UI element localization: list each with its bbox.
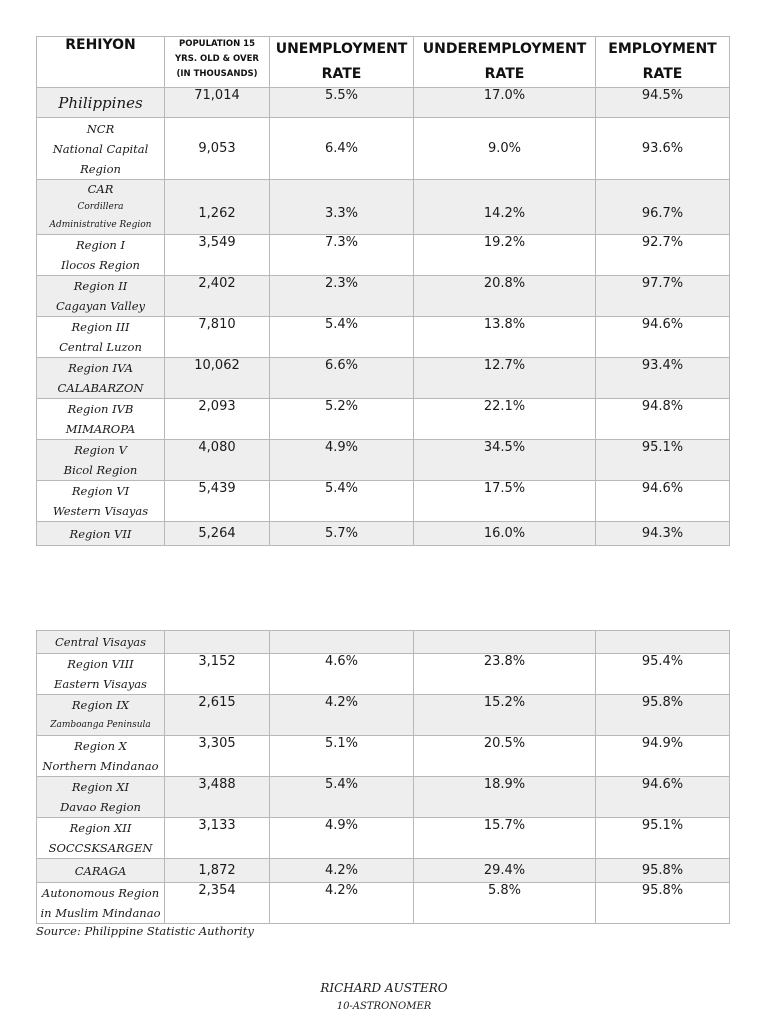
population-cell: 2,615 (165, 695, 270, 736)
employment-cell: 94.5% (596, 88, 730, 118)
population-cell: 1,262 (165, 180, 270, 235)
region-name: Region II (73, 279, 128, 293)
region-name: CARAGA (74, 863, 127, 878)
employment-cell: 95.1% (596, 440, 730, 481)
unemployment-cell: 5.1% (270, 736, 414, 777)
region-name: Central Visayas (54, 635, 147, 649)
region-name: Region III (71, 320, 130, 334)
region-cell (37, 235, 165, 276)
table-row (37, 736, 730, 777)
header-region: REHIYON (37, 37, 165, 88)
table-row (37, 88, 730, 118)
region-subname: Central Luzon (59, 340, 142, 354)
header-employment-rate (596, 37, 730, 88)
region-subname: Zamboanga Peninsula (50, 720, 151, 730)
region-cell (37, 180, 165, 235)
unemployment-cell: 5.2% (270, 399, 414, 440)
region-cell (37, 883, 165, 924)
region-name: Region XII (69, 821, 132, 835)
employment-cell: 95.1% (596, 818, 730, 859)
table-row (37, 317, 730, 358)
underemployment-cell (414, 631, 596, 654)
underemployment-cell: 15.2% (414, 695, 596, 736)
table-row (37, 818, 730, 859)
employment-cell: 95.4% (596, 654, 730, 695)
header-row (37, 37, 730, 88)
employment-table-part-2 (36, 630, 730, 924)
underemployment-cell: 19.2% (414, 235, 596, 276)
employment-table-part-1 (36, 36, 730, 546)
region-cell (37, 481, 165, 522)
employment-cell: 93.4% (596, 358, 730, 399)
employment-cell: 93.6% (596, 118, 730, 180)
employment-cell: 94.3% (596, 522, 730, 546)
header-population-line: (IN THOUSANDS) (176, 69, 258, 79)
region-name: Philippines (58, 93, 143, 112)
unemployment-cell: 6.4% (270, 118, 414, 180)
underemployment-cell: 14.2% (414, 180, 596, 235)
region-cell (37, 276, 165, 317)
region-cell (37, 317, 165, 358)
table-row (37, 522, 730, 546)
header-unemployment-line: UNEMPLOYMENT (275, 41, 408, 57)
employment-cell: 95.8% (596, 695, 730, 736)
region-name: Autonomous Region (41, 886, 160, 900)
unemployment-cell: 4.2% (270, 883, 414, 924)
underemployment-cell: 34.5% (414, 440, 596, 481)
table-row (37, 631, 730, 654)
population-cell: 4,080 (165, 440, 270, 481)
underemployment-cell: 17.5% (414, 481, 596, 522)
table-row (37, 695, 730, 736)
unemployment-cell: 6.6% (270, 358, 414, 399)
population-cell: 7,810 (165, 317, 270, 358)
employment-cell: 94.6% (596, 317, 730, 358)
region-cell (37, 358, 165, 399)
region-subname: in Muslim Mindanao (40, 906, 161, 920)
population-cell: 2,354 (165, 883, 270, 924)
region-subname: Bicol Region (63, 463, 138, 477)
header-population-line: POPULATION 15 (178, 39, 255, 49)
author-section: 10-ASTRONOMER (336, 1001, 432, 1012)
table-row (37, 481, 730, 522)
underemployment-cell: 18.9% (414, 777, 596, 818)
region-cell (37, 118, 165, 180)
region-subname: Administrative Region (49, 220, 152, 230)
employment-cell: 94.8% (596, 399, 730, 440)
table-row (37, 654, 730, 695)
region-name: Region VIII (67, 657, 134, 671)
region-cell (37, 736, 165, 777)
region-subname: Northern Mindanao (42, 759, 159, 773)
region-cell (37, 654, 165, 695)
region-name: NCR (86, 121, 115, 136)
table-row (37, 883, 730, 924)
region-name: Region X (74, 739, 127, 753)
employment-cell: 92.7% (596, 235, 730, 276)
population-cell: 9,053 (165, 118, 270, 180)
underemployment-cell: 22.1% (414, 399, 596, 440)
header-unemployment-rate (270, 37, 414, 88)
population-cell: 3,305 (165, 736, 270, 777)
employment-cell: 95.8% (596, 859, 730, 883)
underemployment-cell: 12.7% (414, 358, 596, 399)
region-subname: National Capital (52, 141, 149, 156)
header-employment-line: RATE (642, 66, 683, 82)
unemployment-cell: 5.4% (270, 777, 414, 818)
underemployment-cell: 29.4% (414, 859, 596, 883)
table-row (37, 399, 730, 440)
region-subname: Davao Region (60, 800, 141, 814)
underemployment-cell: 16.0% (414, 522, 596, 546)
unemployment-cell: 4.6% (270, 654, 414, 695)
population-cell: 3,549 (165, 235, 270, 276)
region-cell (37, 631, 165, 654)
employment-cell: 94.6% (596, 777, 730, 818)
region-cell (37, 399, 165, 440)
employment-cell: 95.8% (596, 883, 730, 924)
author-name: RICHARD AUSTERO (320, 981, 448, 995)
table-row (37, 859, 730, 883)
population-cell: 3,488 (165, 777, 270, 818)
region-name: Region V (74, 443, 127, 457)
underemployment-cell: 23.8% (414, 654, 596, 695)
population-cell: 5,439 (165, 481, 270, 522)
unemployment-cell: 2.3% (270, 276, 414, 317)
underemployment-cell: 20.5% (414, 736, 596, 777)
unemployment-cell: 5.5% (270, 88, 414, 118)
region-name: Region VII (69, 526, 132, 541)
region-subname: CALABARZON (57, 381, 144, 395)
header-underemployment-rate (414, 37, 596, 88)
region-cell (37, 777, 165, 818)
header-underemployment-line: UNDEREMPLOYMENT (422, 41, 587, 57)
region-subname: MIMAROPA (65, 422, 136, 436)
unemployment-cell: 3.3% (270, 180, 414, 235)
table-row (37, 235, 730, 276)
region-name: Region IX (71, 698, 130, 712)
population-cell: 10,062 (165, 358, 270, 399)
unemployment-cell: 5.7% (270, 522, 414, 546)
population-cell: 3,133 (165, 818, 270, 859)
underemployment-cell: 17.0% (414, 88, 596, 118)
region-subname: Eastern Visayas (54, 677, 147, 691)
source-note: Source: Philippine Statistic Authority (36, 924, 254, 938)
table-row (37, 358, 730, 399)
region-subname: Region (80, 161, 121, 176)
region-name: CAR (87, 182, 114, 196)
underemployment-cell: 5.8% (414, 883, 596, 924)
region-subname: Cordillera (77, 202, 124, 212)
region-cell (37, 818, 165, 859)
unemployment-cell: 4.9% (270, 818, 414, 859)
population-cell: 1,872 (165, 859, 270, 883)
unemployment-cell: 4.2% (270, 859, 414, 883)
population-cell: 2,093 (165, 399, 270, 440)
employment-cell: 94.9% (596, 736, 730, 777)
header-population (165, 37, 270, 88)
population-cell: 71,014 (165, 88, 270, 118)
employment-cell (596, 631, 730, 654)
population-cell: 3,152 (165, 654, 270, 695)
population-cell: 5,264 (165, 522, 270, 546)
underemployment-cell: 15.7% (414, 818, 596, 859)
unemployment-cell: 4.2% (270, 695, 414, 736)
unemployment-cell: 5.4% (270, 317, 414, 358)
header-unemployment-line: RATE (321, 66, 362, 82)
region-name: Region I (75, 238, 126, 252)
region-cell (37, 859, 165, 883)
employment-cell: 97.7% (596, 276, 730, 317)
table-row (37, 180, 730, 235)
unemployment-cell: 5.4% (270, 481, 414, 522)
unemployment-cell: 4.9% (270, 440, 414, 481)
table-row (37, 777, 730, 818)
region-subname: SOCCSKSARGEN (48, 841, 153, 855)
region-name: Region VI (71, 484, 130, 498)
header-employment-line: EMPLOYMENT (608, 41, 717, 57)
region-subname: Ilocos Region (61, 258, 140, 272)
unemployment-cell (270, 631, 414, 654)
population-cell: 2,402 (165, 276, 270, 317)
region-cell (37, 88, 165, 118)
underemployment-cell: 13.8% (414, 317, 596, 358)
region-subname: Western Visayas (52, 504, 149, 518)
population-cell (165, 631, 270, 654)
table-row (37, 440, 730, 481)
region-cell (37, 440, 165, 481)
region-name: Region IVA (68, 361, 133, 375)
underemployment-cell: 20.8% (414, 276, 596, 317)
header-population-line: YRS. OLD & OVER (175, 54, 259, 64)
region-cell (37, 522, 165, 546)
table-row (37, 276, 730, 317)
employment-cell: 96.7% (596, 180, 730, 235)
region-subname: Cagayan Valley (55, 299, 146, 313)
header-underemployment-line: RATE (484, 66, 525, 82)
region-name: Region IVB (67, 402, 134, 416)
table-row (37, 118, 730, 180)
region-cell (37, 695, 165, 736)
employment-cell: 94.6% (596, 481, 730, 522)
region-name: Region XI (71, 780, 130, 794)
underemployment-cell: 9.0% (414, 118, 596, 180)
unemployment-cell: 7.3% (270, 235, 414, 276)
